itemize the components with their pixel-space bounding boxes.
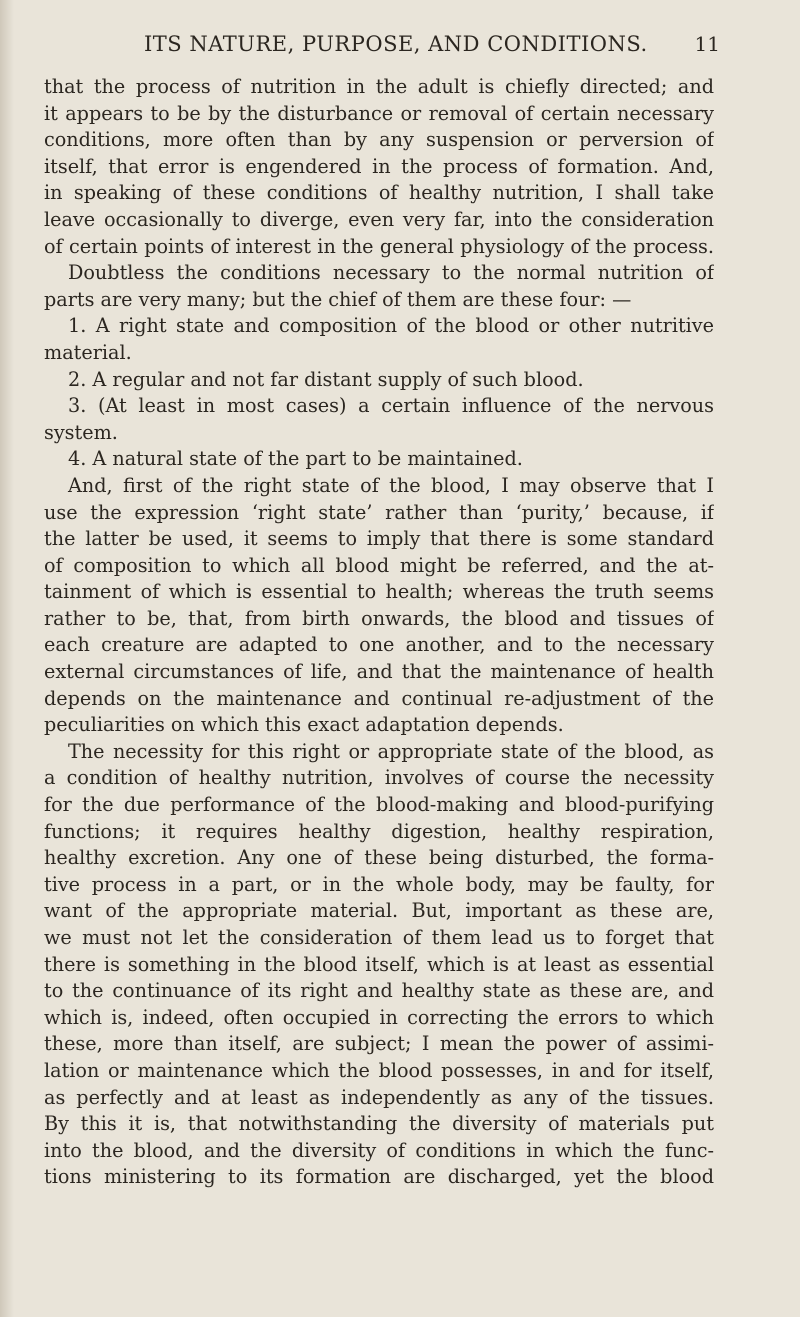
text-line: a condition of healthy nutrition, involves of course the necessity <box>44 766 714 790</box>
text-line: itself, that error is engendered in the process of formation. And, <box>44 154 714 178</box>
text-line: tainment of which is essential to health; whereas the truth seems <box>44 580 714 604</box>
paragraph-start-line: And, first of the right state of the blood, I may observe that I <box>68 473 714 497</box>
page-number: 11 <box>694 32 720 56</box>
text-line: By this it is, that notwithstanding the diversity of materials put <box>44 1112 714 1136</box>
text-line: want of the appropriate material. But, important as these are, <box>44 899 714 923</box>
text-line: as perfectly and at least as independently as any of the tissues. <box>44 1085 714 1109</box>
text-line: parts are very many; but the chief of them are these four: — <box>44 287 632 311</box>
text-line: to the continuance of its right and healthy state as these are, and <box>44 979 714 1003</box>
text-line: into the blood, and the diversity of conditions in which the func- <box>44 1138 714 1162</box>
text-line: there is something in the blood itself, which is at least as essential <box>44 952 714 976</box>
body-text <box>44 74 714 1191</box>
paragraph-start-line: Doubtless the conditions necessary to the normal nutrition of <box>68 261 714 285</box>
text-line: leave occasionally to diverge, even very far, into the consideration <box>44 207 714 231</box>
text-line: of composition to which all blood might be referred, and the at- <box>44 553 714 577</box>
text-line: peculiarities on which this exact adaptation depends. <box>44 713 564 737</box>
running-title: ITS NATURE, PURPOSE, AND CONDITIONS. <box>144 32 648 56</box>
list-item-1: 1. A right state and composition of the blood or other nutritive <box>68 314 714 338</box>
text-line: tive process in a part, or in the whole body, may be faulty, for <box>44 872 714 896</box>
text-line: lation or maintenance which the blood possesses, in and for itself, <box>44 1058 714 1082</box>
list-item-4: 4. A natural state of the part to be maintained. <box>68 447 523 471</box>
text-line: it appears to be by the disturbance or removal of certain necessary <box>44 101 714 125</box>
text-line: each creature are adapted to one another, and to the necessary <box>44 633 714 657</box>
text-line: system. <box>44 420 118 444</box>
text-line: we must not let the consideration of them lead us to forget that <box>44 926 714 949</box>
text-line: material. <box>44 340 132 364</box>
list-item-3: 3. (At least in most cases) a certain influence of the nervous <box>68 394 714 418</box>
list-item-2: 2. A regular and not far distant supply of such blood. <box>68 367 584 391</box>
text-line: tions ministering to its formation are discharged, yet the blood <box>44 1165 714 1189</box>
text-line: conditions, more often than by any suspension or perversion of <box>44 128 714 152</box>
text-line: healthy excretion. Any one of these being disturbed, the forma- <box>44 846 714 870</box>
text-line: in speaking of these conditions of healthy nutrition, I shall take <box>44 181 714 205</box>
text-line: which is, indeed, often occupied in correcting the errors to which <box>44 1005 714 1029</box>
text-line: depends on the maintenance and continual re-adjustment of the <box>44 686 714 710</box>
text-line: rather to be, that, from birth onwards, the blood and tissues of <box>44 606 714 630</box>
text-line: these, more than itself, are subject; I mean the power of assimi- <box>44 1032 714 1056</box>
text-line: external circumstances of life, and that the maintenance of health <box>44 660 714 684</box>
text-line: that the process of nutrition in the adult is chiefly directed; and <box>44 75 714 98</box>
text-line: functions; it requires healthy digestion, healthy respiration, <box>44 819 714 843</box>
text-line: the latter be used, it seems to imply that there is some standard <box>44 527 714 551</box>
running-head <box>44 28 760 62</box>
text-line: use the expression ‘right state’ rather than ‘purity,’ because, if <box>44 500 714 524</box>
text-line: of certain points of interest in the general physiology of the process. <box>44 234 714 258</box>
page-edge-shadow <box>0 0 14 1317</box>
paragraph-start-line: The necessity for this right or appropriate state of the blood, as <box>68 739 714 763</box>
text-line: for the due performance of the blood-making and blood-purifying <box>44 793 714 817</box>
